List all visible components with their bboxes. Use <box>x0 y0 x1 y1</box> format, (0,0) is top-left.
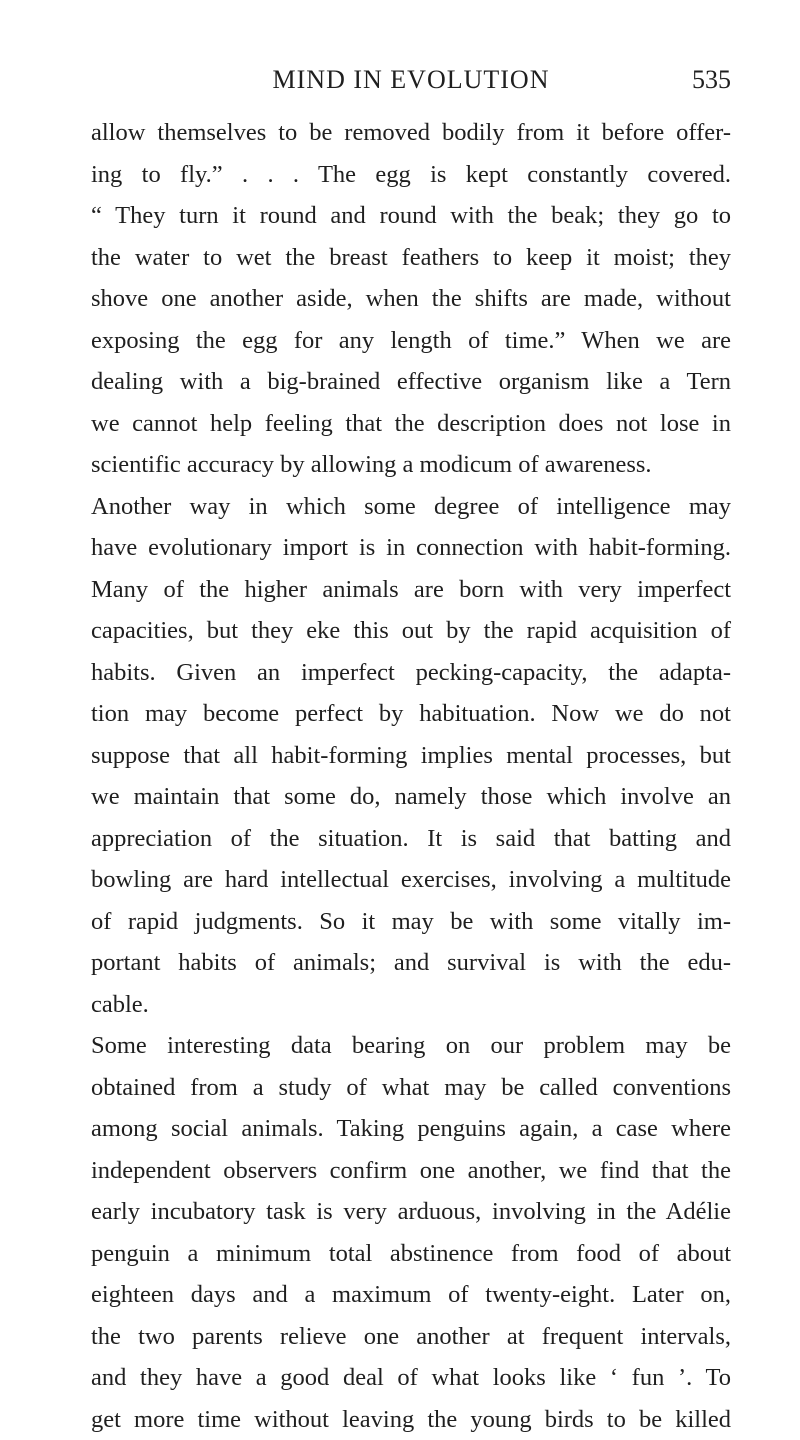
text-line: Some interesting data bearing on our problem may be <box>91 1025 731 1067</box>
text-line: “ They turn it round and round with the beak; they go to <box>91 195 731 237</box>
text-line: get more time without leaving the young birds to be killed <box>91 1399 731 1440</box>
text-line: tion may become perfect by habituation. Now we do not <box>91 693 731 735</box>
text-line: exposing the egg for any length of time.” When we are <box>91 320 731 362</box>
running-title: MIND IN EVOLUTION <box>91 60 731 100</box>
text-line: shove one another aside, when the shifts are made, without <box>91 278 731 320</box>
text-line: we maintain that some do, namely those which involve an <box>91 776 731 818</box>
text-line: penguin a minimum total abstinence from food of about <box>91 1233 731 1275</box>
text-line: have evolutionary import is in connection with habit-forming. <box>91 527 731 569</box>
page-number: 535 <box>692 60 731 100</box>
text-line: capacities, but they eke this out by the rapid acquisition of <box>91 610 731 652</box>
running-head <box>91 60 731 100</box>
text-line: scientific accuracy by allowing a modicum of awareness. <box>91 444 731 486</box>
text-line: appreciation of the situation. It is said that batting and <box>91 818 731 860</box>
text-line: we cannot help feeling that the description does not lose in <box>91 403 731 445</box>
text-line: suppose that all habit-forming implies mental processes, but <box>91 735 731 777</box>
text-line: cable. <box>91 984 731 1026</box>
text-line: allow themselves to be removed bodily from it before offer- <box>91 112 731 154</box>
text-line: early incubatory task is very arduous, involving in the Adélie <box>91 1191 731 1233</box>
text-line: habits. Given an imperfect pecking-capacity, the adapta- <box>91 652 731 694</box>
text-line: independent observers confirm one another, we find that the <box>91 1150 731 1192</box>
text-line: dealing with a big-brained effective organism like a Tern <box>91 361 731 403</box>
text-line: bowling are hard intellectual exercises, involving a multitude <box>91 859 731 901</box>
text-line: the two parents relieve one another at frequent intervals, <box>91 1316 731 1358</box>
body-text <box>91 112 731 1440</box>
text-line: Another way in which some degree of intelligence may <box>91 486 731 528</box>
text-line: Many of the higher animals are born with very imperfect <box>91 569 731 611</box>
text-line: of rapid judgments. So it may be with some vitally im- <box>91 901 731 943</box>
text-line: portant habits of animals; and survival is with the edu- <box>91 942 731 984</box>
text-line: ing to fly.” . . . The egg is kept constantly covered. <box>91 154 731 196</box>
text-line: the water to wet the breast feathers to keep it moist; they <box>91 237 731 279</box>
text-line: and they have a good deal of what looks like ‘ fun ’. To <box>91 1357 731 1399</box>
text-line: eighteen days and a maximum of twenty-eight. Later on, <box>91 1274 731 1316</box>
text-line: obtained from a study of what may be called conventions <box>91 1067 731 1109</box>
text-line: among social animals. Taking penguins again, a case where <box>91 1108 731 1150</box>
